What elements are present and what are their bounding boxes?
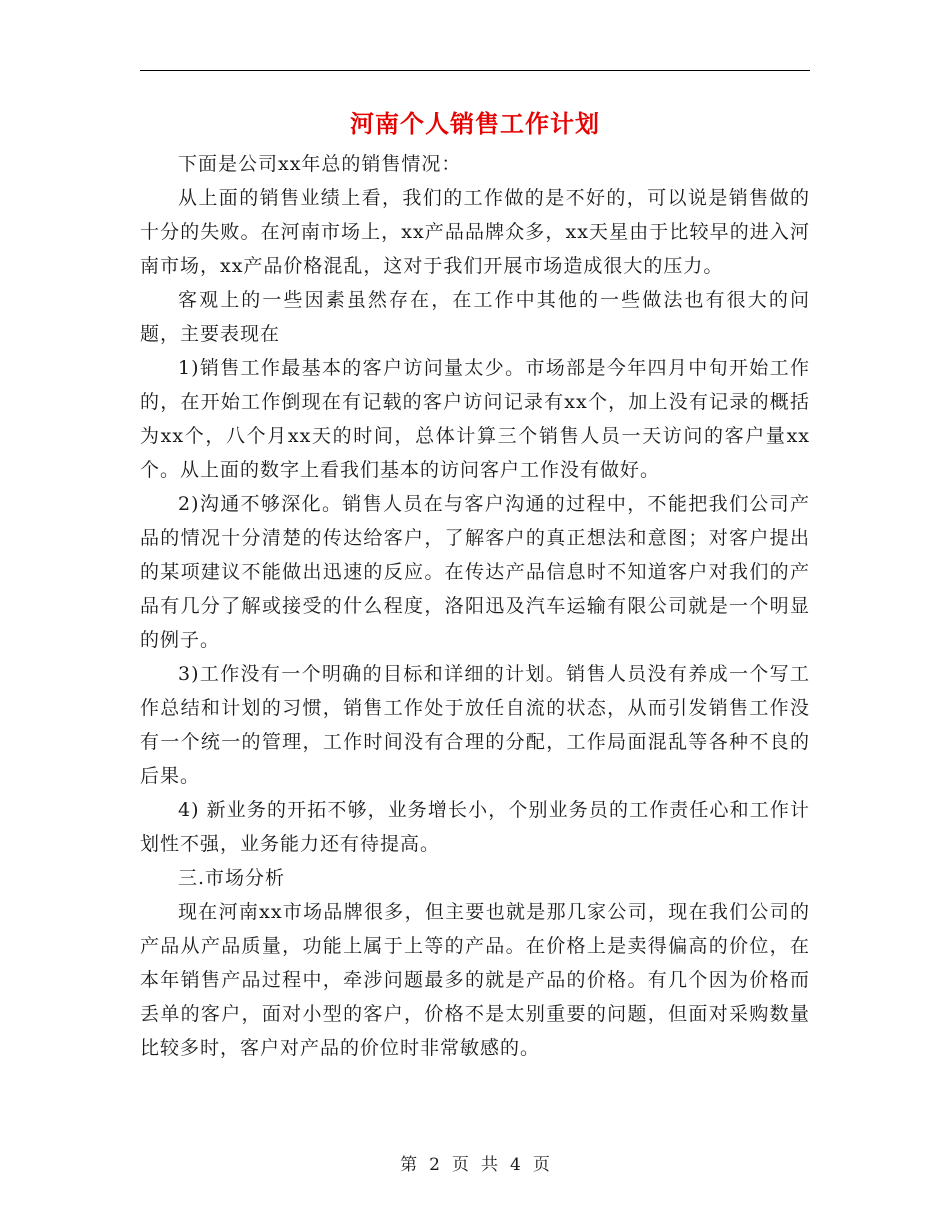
paragraph: 3)工作没有一个明确的目标和详细的计划。销售人员没有养成一个写工作总结和计划的习惯，销售工作处于放任自流的状态，从而引发销售工作没有一个统一的管理，工作时间没有合理的分配，工作局面混乱等各种不良的后果。 <box>140 663 810 787</box>
header-rule <box>140 70 810 71</box>
paragraph: 客观上的一些因素虽然存在，在工作中其他的一些做法也有很大的问题，主要表现在 <box>140 289 810 345</box>
page-unit: 页 <box>452 1155 469 1175</box>
paragraph: 4) 新业务的开拓不够，业务增长小，个别业务员的工作责任心和工作计划性不强，业务能力还有待提高。 <box>140 799 810 855</box>
total-unit: 页 <box>532 1155 550 1175</box>
paragraph: 2)沟通不够深化。销售人员在与客户沟通的过程中，不能把我们公司产品的情况十分清楚的传达给客户，了解客户的真正想法和意图；对客户提出的某项建议不能做出迅速的反应。在传达产品信息时不知道客户对我们的产品有几分了解或接受的什么程度，洛阳迅及汽车运输有限公司就是一个明显的例子。 <box>140 493 810 651</box>
paragraph: 1)销售工作最基本的客户访问量太少。市场部是今年四月中旬开始工作的，在开始工作倒现在有记载的客户访问记录有xx个，加上没有记录的概括为xx个，八个月xx天的时间，总体计算三个销售人员一天访问的客户量xx个。从上面的数字上看我们基本的访问客户工作没有做好。 <box>140 357 810 481</box>
document-title: 河南个人销售工作计划 <box>350 109 600 138</box>
total-label: 共 <box>481 1155 498 1175</box>
section-heading: 三.市场分析 <box>178 867 286 889</box>
document-body <box>140 147 810 1065</box>
paragraph: 从上面的销售业绩上看，我们的工作做的是不好的，可以说是销售做的十分的失败。在河南市场上，xx产品品牌众多，xx天星由于比较早的进入河南市场，xx产品价格混乱，这对于我们开展市场造成很大的压力。 <box>140 187 810 277</box>
page-number: 2 <box>429 1155 440 1175</box>
paragraph: 现在河南xx市场品牌很多，但主要也就是那几家公司，现在我们公司的产品从产品质量，功能上属于上等的产品。在价格上是卖得偏高的价位，在本年销售产品过程中，牵涉问题最多的就是产品的价格。有几个因为价格而丢单的客户，面对小型的客户，价格不是太别重要的问题，但面对采购数量比较多时，客户对产品的价位时非常敏感的。 <box>140 901 810 1059</box>
page-footer <box>0 1153 950 1177</box>
total-pages: 4 <box>510 1155 521 1175</box>
page-label: 第 <box>400 1155 418 1175</box>
paragraph: 下面是公司xx年总的销售情况： <box>178 153 462 175</box>
